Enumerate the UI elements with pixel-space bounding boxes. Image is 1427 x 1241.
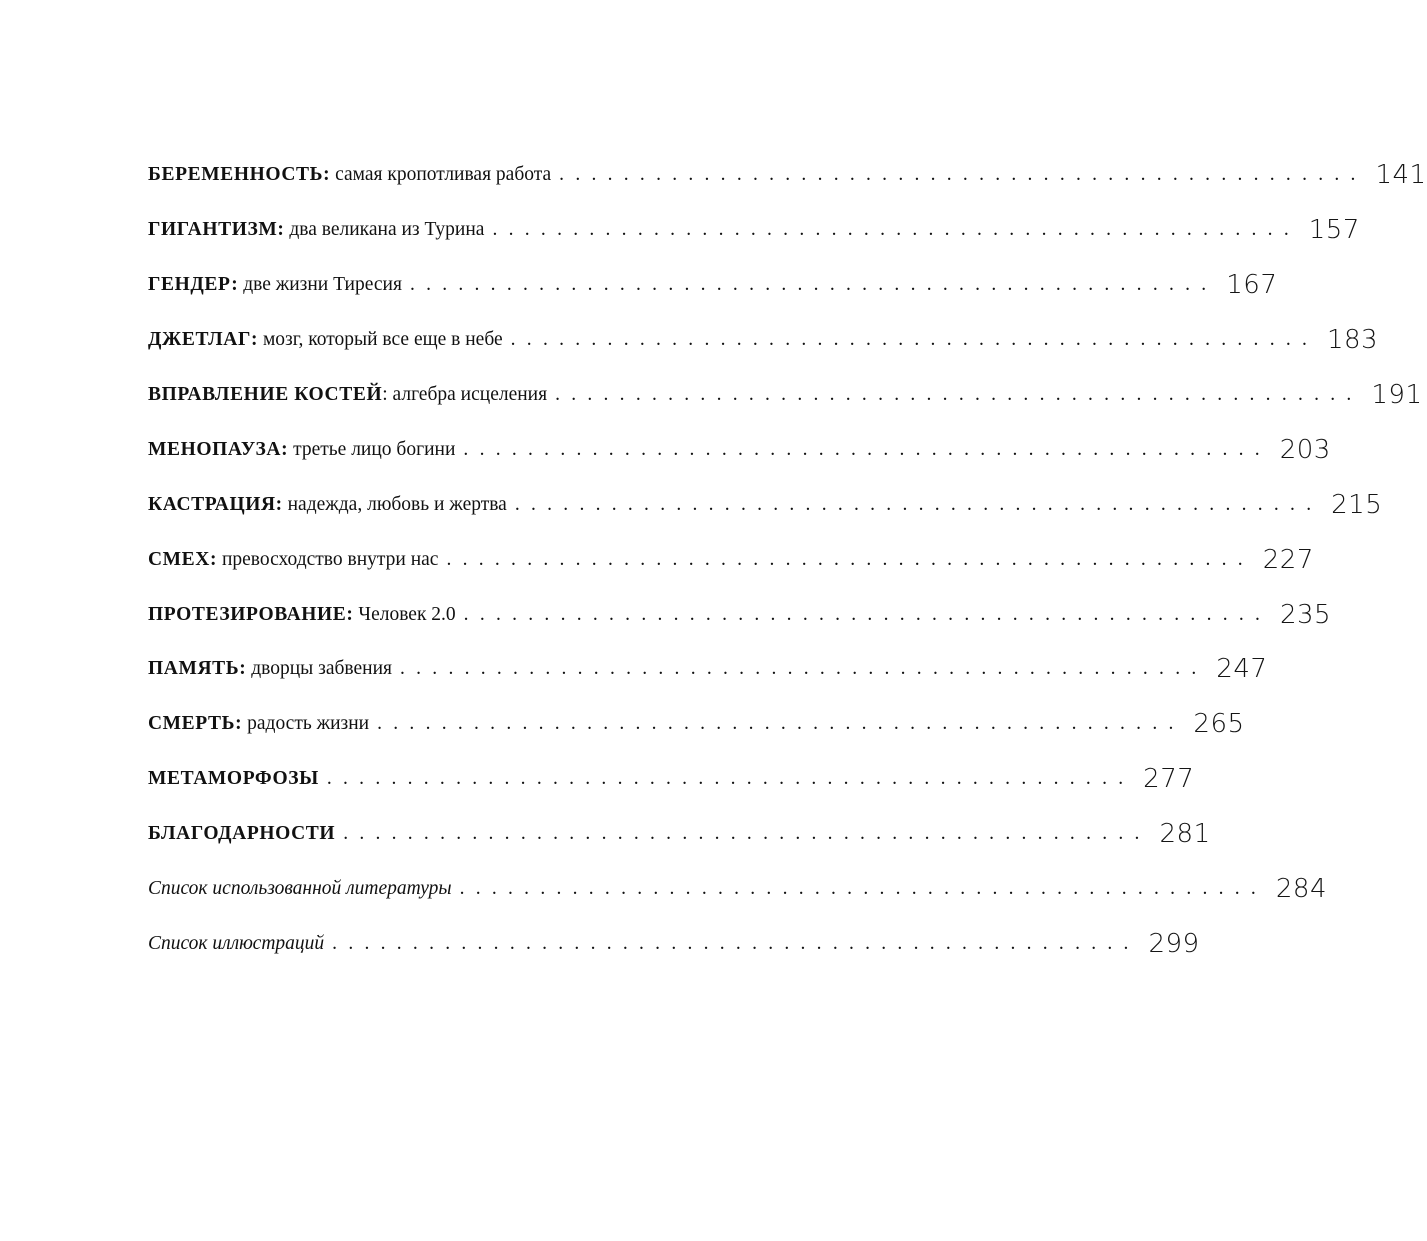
toc-page-number: 277: [1143, 764, 1195, 795]
toc-entry-heading: КАСТРАЦИЯ:: [148, 493, 283, 515]
toc-page-number: 157: [1308, 215, 1360, 246]
toc-page-number: 141: [1375, 160, 1427, 191]
toc-entry-subtitle: мозг, который все еще в небе: [258, 329, 503, 351]
toc-entry[interactable]: [148, 422, 1331, 477]
dot-leader: . . . . . . . . . . . . . . . . . . . . . . . . . . . . . . . . . . . . . . . . . . . . . . . . . .: [326, 768, 1127, 790]
toc-entry-title: [148, 658, 392, 680]
dot-leader: . . . . . . . . . . . . . . . . . . . . . . . . . . . . . . . . . . . . . . . . . . . . . . . . . .: [514, 493, 1315, 515]
toc-entry-title: [148, 768, 319, 790]
dot-leader: . . . . . . . . . . . . . . . . . . . . . . . . . . . . . . . . . . . . . . . . . . . . . . . . . .: [492, 219, 1292, 241]
toc-entry-heading: СМЕРТЬ:: [148, 713, 243, 735]
dot-leader: . . . . . . . . . . . . . . . . . . . . . . . . . . . . . . . . . . . . . . . . . . . . . . . . . .: [555, 384, 1355, 405]
toc-entry-heading: МЕТАМОРФОЗЫ: [148, 768, 319, 790]
dot-leader: . . . . . . . . . . . . . . . . . . . . . . . . . . . . . . . . . . . . . . . . . . . . . . . . . .: [510, 329, 1311, 351]
toc-entry[interactable]: [148, 642, 1268, 697]
toc-page-number: 167: [1226, 270, 1278, 301]
toc-entry-title: [148, 164, 551, 186]
toc-page-number: 247: [1216, 654, 1268, 685]
toc-entry[interactable]: [148, 148, 1427, 203]
table-of-contents: [148, 148, 1427, 971]
toc-entry[interactable]: [148, 313, 1379, 368]
toc-entry-title: [148, 274, 402, 296]
toc-entry[interactable]: [148, 532, 1314, 587]
toc-entry-title: [148, 878, 452, 900]
toc-entry[interactable]: [148, 862, 1328, 917]
toc-entry-subtitle: самая кропотливая работа: [330, 164, 552, 186]
toc-entry-title: [148, 713, 369, 735]
toc-entry-subtitle: Человек 2.0: [353, 603, 456, 625]
toc-entry-subtitle: : алгебра исцеления: [382, 384, 548, 405]
toc-entry-subtitle: превосходство внутри нас: [217, 548, 439, 570]
toc-page-number: 235: [1279, 599, 1332, 630]
toc-entry[interactable]: [148, 587, 1332, 642]
dot-leader: . . . . . . . . . . . . . . . . . . . . . . . . . . . . . . . . . . . . . . . . . . . . . . . . . .: [377, 713, 1177, 735]
toc-entry[interactable]: [148, 477, 1383, 532]
toc-entry-title: [148, 329, 503, 351]
toc-entry-title: [148, 604, 456, 626]
toc-entry-subtitle: третье лицо богини: [288, 438, 456, 460]
toc-entry-heading: ПАМЯТЬ:: [148, 658, 247, 680]
toc-entry[interactable]: [148, 697, 1245, 752]
toc-entry-heading: БЕРЕМЕННОСТЬ:: [148, 164, 331, 186]
toc-entry-title: [148, 549, 438, 571]
toc-entry-title: [148, 933, 324, 955]
dot-leader: . . . . . . . . . . . . . . . . . . . . . . . . . . . . . . . . . . . . . . . . . . . . . . . . . .: [463, 603, 1264, 625]
toc-entry-subtitle: надежда, любовь и жертва: [282, 493, 507, 515]
toc-entry-title: [148, 439, 455, 461]
dot-leader: . . . . . . . . . . . . . . . . . . . . . . . . . . . . . . . . . . . . . . . . . . . . . . . . . .: [332, 932, 1132, 954]
dot-leader: . . . . . . . . . . . . . . . . . . . . . . . . . . . . . . . . . . . . . . . . . . . . . . . . . .: [559, 164, 1359, 186]
dot-leader: . . . . . . . . . . . . . . . . . . . . . . . . . . . . . . . . . . . . . . . . . . . . . . . . . .: [459, 878, 1260, 900]
toc-page-number: 191: [1371, 380, 1423, 410]
toc-entry-subtitle: два великана из Турина: [284, 219, 485, 241]
toc-entry[interactable]: [148, 752, 1195, 807]
dot-leader: . . . . . . . . . . . . . . . . . . . . . . . . . . . . . . . . . . . . . . . . . . . . . . . . . .: [446, 548, 1246, 570]
dot-leader: . . . . . . . . . . . . . . . . . . . . . . . . . . . . . . . . . . . . . . . . . . . . . . . . . .: [463, 438, 1263, 460]
toc-entry-title: [148, 219, 484, 241]
toc-entry-subtitle: две жизни Тиресия: [238, 274, 402, 296]
toc-page-number: 215: [1331, 489, 1383, 520]
toc-entry-title: [148, 823, 335, 845]
toc-entry[interactable]: [148, 916, 1200, 971]
toc-page-number: 281: [1159, 819, 1211, 850]
toc-entry-heading: ГИГАНТИЗМ:: [148, 219, 285, 241]
dot-leader: . . . . . . . . . . . . . . . . . . . . . . . . . . . . . . . . . . . . . . . . . . . . . . . . . .: [400, 658, 1200, 680]
toc-page-number: 203: [1279, 434, 1331, 465]
toc-entry[interactable]: [148, 368, 1423, 423]
toc-page-number: 265: [1193, 709, 1245, 740]
toc-entry-heading: БЛАГОДАРНОСТИ: [148, 823, 336, 845]
toc-entry[interactable]: [148, 203, 1360, 258]
toc-entry-heading: ДЖЕТЛАГ:: [148, 329, 259, 351]
toc-page-number: 284: [1275, 874, 1328, 905]
toc-page-number: 183: [1326, 325, 1379, 356]
toc-page-number: 227: [1262, 544, 1314, 575]
toc-entry-heading: ГЕНДЕР:: [148, 274, 239, 296]
toc-entry-subtitle: дворцы забвения: [246, 658, 392, 680]
toc-entry-subtitle: Список иллюстраций: [148, 932, 325, 954]
dot-leader: . . . . . . . . . . . . . . . . . . . . . . . . . . . . . . . . . . . . . . . . . . . . . . . . . .: [343, 823, 1143, 845]
toc-entry-heading: ПРОТЕЗИРОВАНИЕ:: [148, 603, 354, 625]
toc-entry-subtitle: радость жизни: [242, 713, 370, 735]
toc-entry-title: [148, 384, 547, 406]
toc-entry-title: [148, 494, 507, 516]
toc-entry-subtitle: Список использованной литературы: [148, 878, 452, 900]
toc-entry-heading: МЕНОПАУЗА:: [148, 438, 289, 460]
toc-entry-heading: СМЕХ:: [148, 548, 218, 570]
toc-page-number: 299: [1148, 928, 1200, 959]
toc-entry-heading: ВПРАВЛЕНИЕ КОСТЕЙ: [148, 384, 383, 405]
toc-entry[interactable]: [148, 807, 1211, 862]
toc-entry[interactable]: [148, 258, 1278, 313]
dot-leader: . . . . . . . . . . . . . . . . . . . . . . . . . . . . . . . . . . . . . . . . . . . . . . . . . .: [409, 274, 1210, 296]
